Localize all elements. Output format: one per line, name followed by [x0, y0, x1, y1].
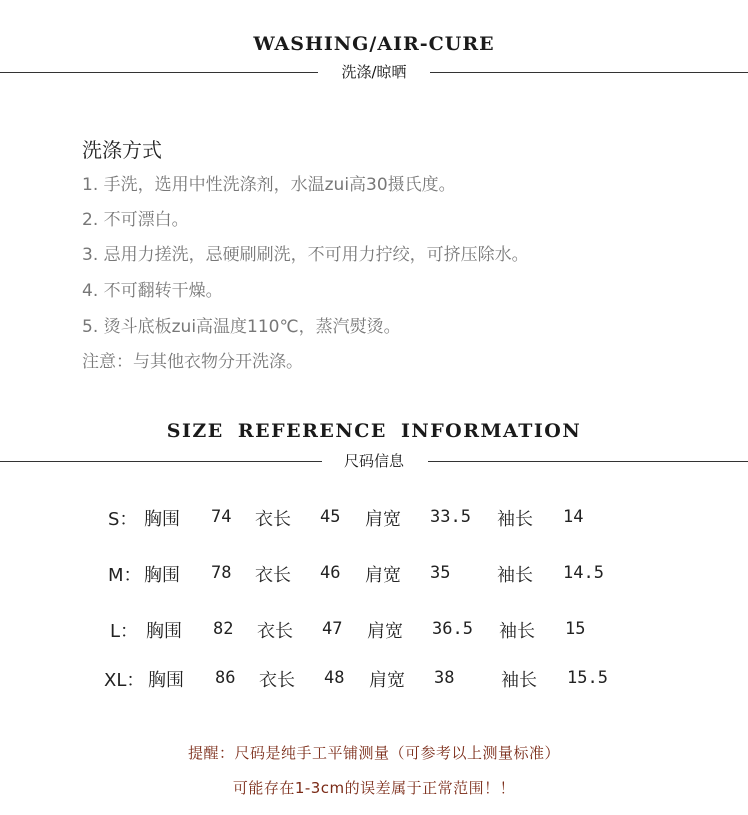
size-row-m: [0, 561, 748, 587]
size-row-xl: [0, 666, 748, 692]
length-value: 46: [320, 563, 341, 583]
washing-divider: [0, 62, 748, 82]
size-title: SIZE REFERENCE INFORMATION: [166, 420, 582, 442]
length-label: 衣长: [259, 670, 295, 691]
size-subtitle: 尺码信息: [343, 452, 404, 470]
shoulder-label: 肩宽: [367, 621, 403, 642]
shoulder-label: 肩宽: [365, 565, 401, 586]
measurement-tip: 提醒：尺码是纯手工平铺测量（可参考以上测量标准）: [187, 744, 560, 762]
length-label: 衣长: [255, 565, 291, 586]
length-value: 47: [322, 619, 343, 639]
size-label: XL：: [104, 670, 145, 691]
size-row-s: [0, 505, 748, 531]
divider-line-right: [430, 72, 748, 73]
chest-label: 胸围: [146, 621, 182, 642]
size-divider: [0, 451, 748, 471]
washing-subtitle: 洗涤/晾晒: [341, 63, 407, 81]
washing-instruction: 1. 手洗，选用中性洗涤剂，水温zui高30摄氏度。: [82, 175, 456, 195]
shoulder-value: 35: [430, 563, 451, 583]
sleeve-label: 袖长: [497, 565, 533, 586]
size-row-l: [0, 617, 748, 643]
length-value: 45: [320, 507, 341, 527]
size-label: M：: [108, 565, 142, 586]
shoulder-value: 36.5: [432, 619, 473, 639]
washing-note: 注意：与其他衣物分开洗涤。: [82, 352, 303, 372]
sleeve-value: 15: [565, 619, 586, 639]
chest-label: 胸围: [144, 509, 180, 530]
error-range-tip: 可能存在1-3cm的误差属于正常范围！！: [232, 779, 516, 797]
washing-instruction: 4. 不可翻转干燥。: [82, 281, 223, 301]
chest-label: 胸围: [148, 670, 184, 691]
washing-title: WASHING/AIR-CURE: [253, 33, 495, 55]
sleeve-value: 14.5: [563, 563, 604, 583]
chest-value: 78: [211, 563, 232, 583]
sleeve-label: 袖长: [497, 509, 533, 530]
chest-label: 胸围: [144, 565, 180, 586]
size-label: L：: [110, 621, 139, 642]
sleeve-value: 15.5: [567, 668, 608, 688]
chest-value: 74: [211, 507, 232, 527]
washing-instruction: 5. 烫斗底板zui高温度110℃，蒸汽熨烫。: [82, 317, 401, 337]
size-label: S：: [108, 509, 138, 530]
chest-value: 82: [213, 619, 234, 639]
washing-instruction: 2. 不可漂白。: [82, 210, 189, 230]
shoulder-label: 肩宽: [369, 670, 405, 691]
length-value: 48: [324, 668, 345, 688]
shoulder-value: 38: [434, 668, 455, 688]
sleeve-label: 袖长: [499, 621, 535, 642]
chest-value: 86: [215, 668, 236, 688]
shoulder-label: 肩宽: [365, 509, 401, 530]
length-label: 衣长: [257, 621, 293, 642]
length-label: 衣长: [255, 509, 291, 530]
washing-instruction: 3. 忌用力搓洗，忌硬刷刷洗，不可用力拧绞，可挤压除水。: [82, 245, 529, 265]
sleeve-label: 袖长: [501, 670, 537, 691]
shoulder-value: 33.5: [430, 507, 471, 527]
sleeve-value: 14: [563, 507, 584, 527]
washing-heading: 洗涤方式: [82, 138, 162, 162]
divider-line-right: [428, 461, 748, 462]
